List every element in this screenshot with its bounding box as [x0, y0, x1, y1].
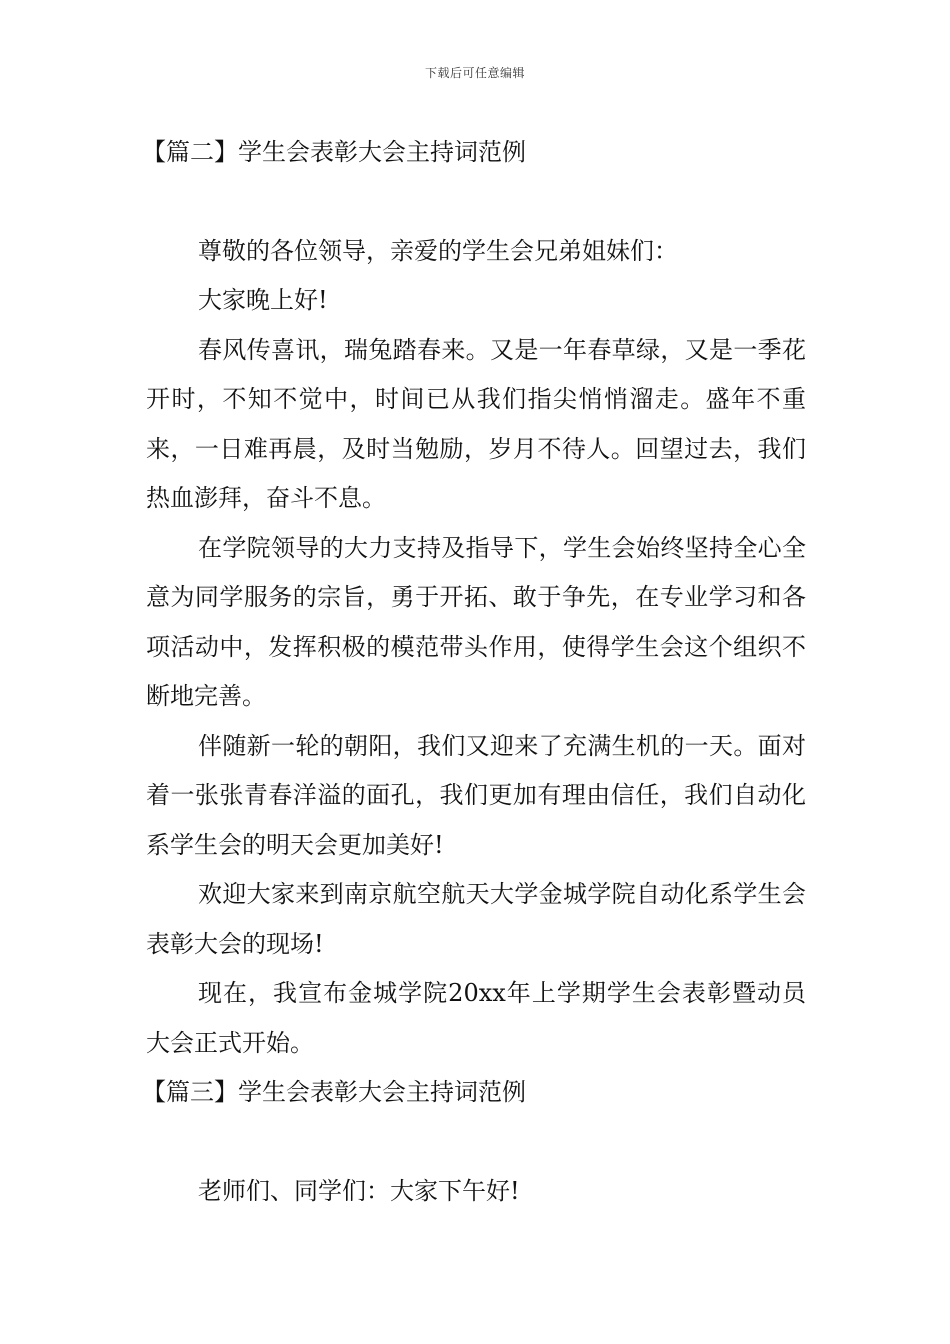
paragraph-welcome: 欢迎大家来到南京航空航天大学金城学院自动化系学生会表彰大会的现场! [146, 880, 806, 958]
document-body [142, 128, 806, 1216]
paragraph-support: 在学院领导的大力支持及指导下，学生会始终坚持全心全意为同学服务的宗旨，勇于开拓、敢于争先，在专业学习和各项活动中，发挥积极的模范带头作用，使得学生会这个组织不断地完善。 [146, 533, 806, 710]
paragraph-salutation: 尊敬的各位领导，亲爱的学生会兄弟姐妹们： [198, 236, 678, 265]
section-3-title: 【篇三】学生会表彰大会主持词范例 [142, 1078, 526, 1106]
page-header-note: 下载后可任意编辑 [424, 66, 525, 80]
spacer [146, 178, 806, 227]
paragraph-new-day: 伴随新一轮的朝阳，我们又迎来了充满生机的一天。面对着一张张青春洋溢的面孔，我们更加有理由信任，我们自动化系学生会的明天会更加美好! [146, 731, 806, 859]
paragraph-announce: 现在，我宣布金城学院20xx年上学期学生会表彰暨动员大会正式开始。 [146, 979, 806, 1057]
section-2-title: 【篇二】学生会表彰大会主持词范例 [142, 138, 526, 166]
paragraph-greeting: 大家晚上好! [198, 286, 328, 314]
paragraph-spring: 春风传喜讯，瑞兔踏春来。又是一年春草绿，又是一季花开时，不知不觉中，时间已从我们指尖悄悄溜走。盛年不重来，一日难再晨，及时当勉励，岁月不待人。回望过去，我们热血澎拜，奋斗不息。 [146, 335, 806, 512]
spacer [146, 1118, 806, 1167]
paragraph-section3-greeting: 老师们、同学们：大家下午好! [198, 1176, 520, 1205]
